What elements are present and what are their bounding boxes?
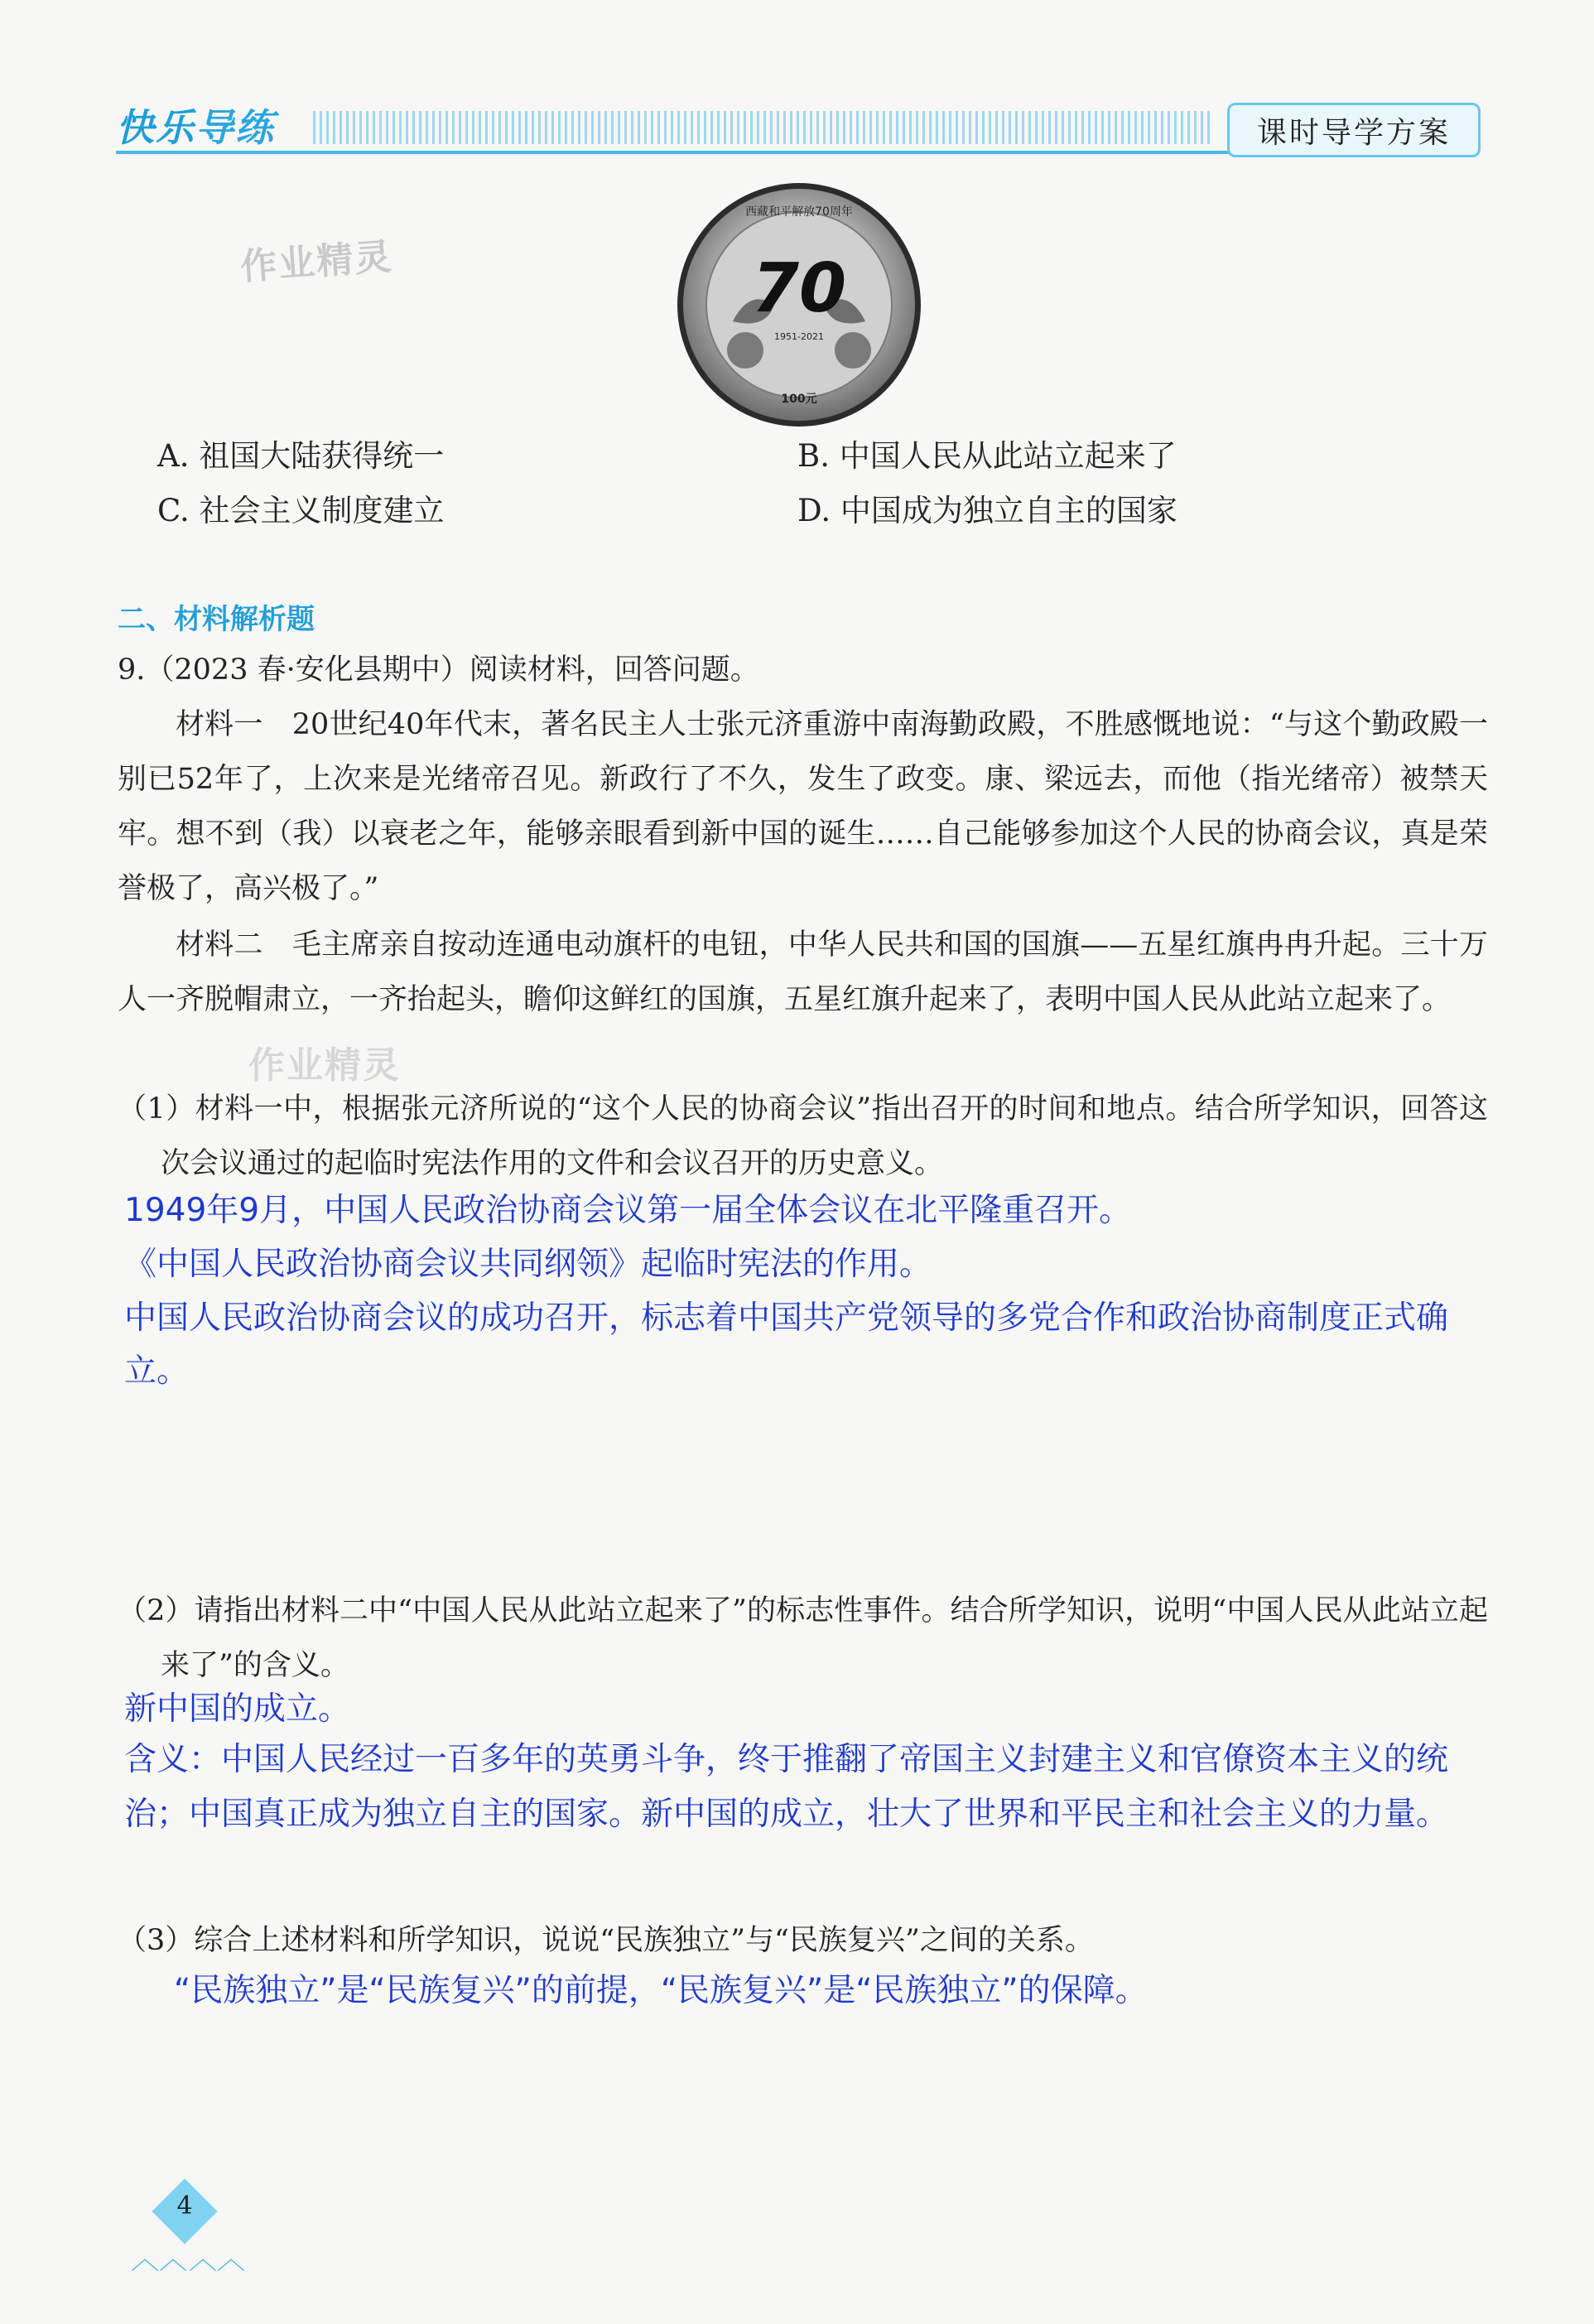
watermark: 作业精灵 bbox=[238, 235, 394, 289]
answer-3-line-1: “民族独立”是“民族复兴”的前提，“民族复兴”是“民族独立”的保障。 bbox=[174, 1972, 1148, 2009]
coin-years: 1951-2021 bbox=[774, 331, 824, 342]
chevron-decoration-icon: ︿︿ bbox=[131, 2243, 187, 2276]
section-title: 二、材料解析题 bbox=[118, 603, 315, 636]
answer-1-line-2: 《中国人民政治协商会议共同纲领》起临时宪法的作用。 bbox=[124, 1246, 932, 1283]
sub-question-2: （2）请指出材料二中“中国人民从此站立起来了”的标志性事件。结合所学知识，说明“中国人民从此站立起来了”的含义。 bbox=[118, 1594, 1488, 1682]
coin-arc-text: 西藏和平解放70周年 bbox=[745, 205, 853, 219]
answer-1-line-1: 1949年9月，中国人民政治协商会议第一届全体会议在北平隆重召开。 bbox=[124, 1192, 1132, 1229]
option-b: B. 中国人民从此站立起来了 bbox=[797, 438, 1177, 474]
commemorative-coin-image bbox=[675, 181, 923, 429]
header-stripes bbox=[313, 111, 1211, 144]
coin-denomination: 100元 bbox=[781, 393, 817, 406]
header-title: 课时导学方案 bbox=[1256, 115, 1451, 150]
sub-question-3: （3）综合上述材料和所学知识，说说“民族独立”与“民族复兴”之间的关系。 bbox=[118, 1924, 1094, 1957]
answer-2-line-2: 含义：中国人民经过一百多年的英勇斗争，终于推翻了帝国主义封建主义和官僚资本主义的统治；中国真正成为独立自主的国家。新中国的成立，壮大了世界和平民主和社会主义的力量。 bbox=[124, 1741, 1449, 1833]
question-stem: 9.（2023 春·安化县期中）阅读材料，回答问题。 bbox=[118, 653, 759, 687]
brand-part1: 快乐 bbox=[116, 105, 195, 150]
option-a: A. 祖国大陆获得统一 bbox=[157, 438, 445, 474]
answer-2-line-1: 新中国的成立。 bbox=[124, 1690, 351, 1728]
option-c: C. 社会主义制度建立 bbox=[157, 493, 445, 528]
answer-1-line-3: 中国人民政治协商会议的成功召开，标志着中国共产党领导的多党合作和政治协商制度正式确立。 bbox=[124, 1299, 1449, 1390]
sub-question-1: （1）材料一中，根据张元济所说的“这个人民的协商会议”指出召开的时间和地点。结合所学知识，回答这次会议通过的起临时宪法作用的文件和会议召开的历史意义。 bbox=[118, 1092, 1488, 1180]
material-one: 材料一 20世纪40年代末，著名民主人士张元济重游中南海勤政殿，不胜感慨地说：“与这个勤政殿一别已52年了，上次来是光绪帝召见。新政行了不久，发生了政变。康、梁远去，而他（指光绪帝）被禁天牢。想不到（我）以衰老之年，能够亲眼看到新中国的诞生……自己能够参加这个人民的协商会议，真是荣誉极了，高兴极了。” bbox=[118, 708, 1488, 905]
coin-numeral: 70 bbox=[751, 249, 847, 328]
brand-logo bbox=[116, 98, 275, 152]
material-two: 材料二 毛主席亲自按动连通电动旗杆的电钮，中华人民共和国的国旗——五星红旗冉冉升起。三十万人一齐脱帽肃立，一齐抬起头，瞻仰这鲜红的国旗，五星红旗升起来了，表明中国人民从此站立起来了。 bbox=[118, 928, 1488, 1016]
page-number: 4 bbox=[176, 2191, 193, 2220]
option-d: D. 中国成为独立自主的国家 bbox=[797, 493, 1177, 528]
brand-part2: 导练 bbox=[195, 105, 275, 150]
header-title-box bbox=[1227, 103, 1481, 157]
chevron-decoration-icon: ︿︿ bbox=[189, 2243, 245, 2276]
watermark: 作业精灵 bbox=[248, 1044, 401, 1087]
